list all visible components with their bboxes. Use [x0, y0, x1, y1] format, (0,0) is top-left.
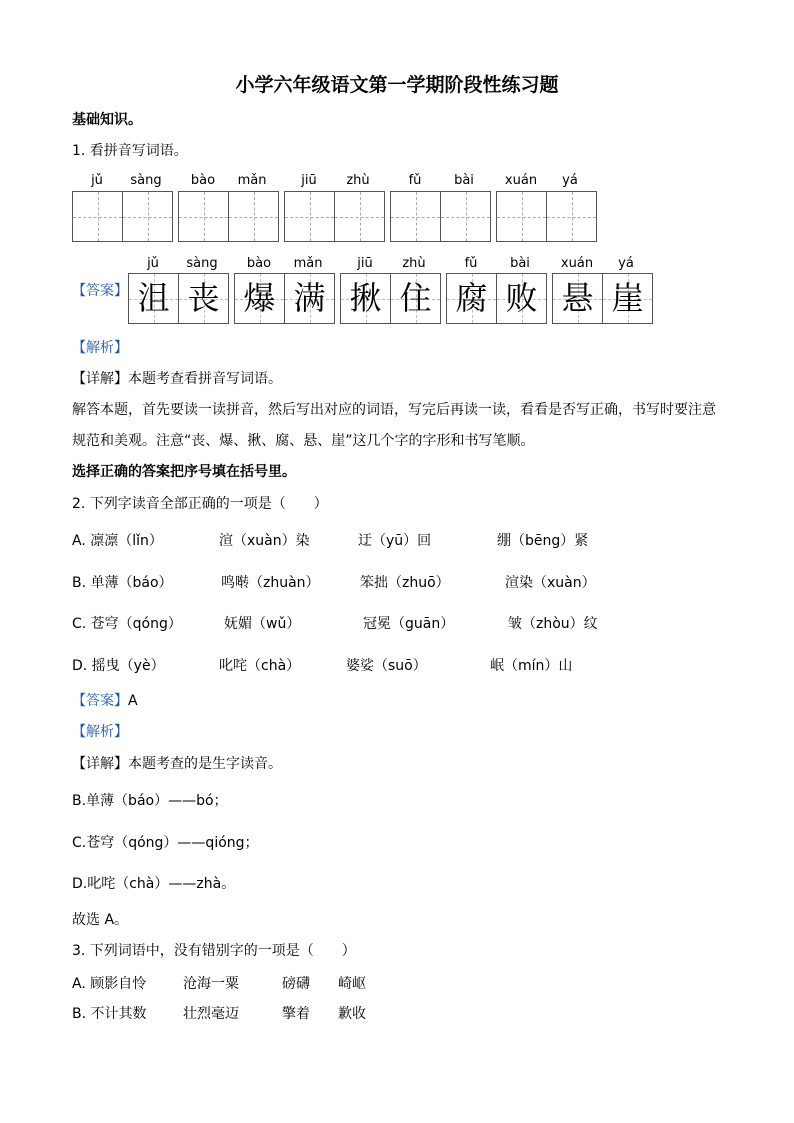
option-item: 渲（xuàn）染: [219, 533, 310, 549]
answer-grid: [340, 273, 441, 323]
option-item: 岷（mín）山: [490, 658, 573, 674]
correction-line: B.单薄（báo）——bó；: [72, 793, 228, 809]
option-item: 皱（zhòu）纹: [508, 616, 598, 632]
correction-line: C.苍穹（qóng）——qióng；: [72, 835, 259, 851]
page-title: 小学六年级语文第一学期阶段性练习题: [235, 74, 559, 96]
pinyin-label: fǔ: [464, 256, 478, 271]
option-item: 歉收: [338, 1006, 366, 1022]
writing-grid: [496, 191, 597, 241]
pinyin-label: xuán: [560, 256, 594, 271]
writing-grid: [390, 191, 491, 241]
section-heading-choice: 选择正确的答案把序号填在括号里。: [72, 464, 296, 480]
option-item: 沧海一粟: [183, 976, 239, 992]
pinyin-label: zhù: [346, 173, 370, 188]
option-item: B. 不计其数: [72, 1006, 147, 1022]
option-item: 鸣啭（zhuàn）: [221, 575, 320, 591]
pinyin-label: jǔ: [147, 256, 159, 271]
correction-line: D.叱咤（chà）——zhà。: [72, 876, 236, 892]
option-item: 笨拙（zhuō）: [360, 575, 450, 591]
detail-text: 【详解】本题考查的是生字读音。: [72, 756, 282, 772]
answer-grid: [234, 273, 335, 323]
writing-grid: [284, 191, 385, 241]
analysis-label: 【解析】: [72, 724, 128, 740]
pinyin-label: sàng: [130, 173, 162, 188]
grid-cell: [441, 191, 491, 242]
writing-grid: [178, 191, 279, 241]
pinyin-label: zhù: [402, 256, 426, 271]
option-item: C. 苍穹（qóng）: [72, 616, 182, 632]
pinyin-label: jiū: [301, 173, 317, 188]
pinyin-label: bào: [190, 173, 216, 188]
pinyin-label: bài: [510, 256, 530, 271]
option-item: 叱咤（chà）: [219, 658, 301, 674]
option-item: B. 单薄（báo）: [72, 575, 173, 591]
pinyin-label: fǔ: [408, 173, 422, 188]
pinyin-label: mǎn: [293, 256, 323, 271]
answer-grid: [128, 273, 229, 323]
pinyin-label: yá: [562, 173, 578, 188]
explanation-line: 规范和美观。注意“丧、爆、揪、腐、悬、崖”这几个字的字形和书写笔顺。: [72, 433, 535, 449]
option-item: D. 摇曳（yè）: [72, 658, 165, 674]
option-item: 冠冕（guān）: [363, 616, 455, 632]
question-1-stem: 1. 看拼音写词语。: [72, 143, 188, 159]
explanation-line: 解答本题，首先要读一读拼音，然后写出对应的词语，写完后再读一读，看看是否写正确，书写时要注意: [72, 402, 716, 418]
answer-char: 悬: [552, 273, 603, 324]
grid-cell: [390, 191, 441, 242]
answer-char: 腐: [446, 273, 497, 324]
pinyin-label: xuán: [504, 173, 538, 188]
question-3-stem: 3. 下列词语中，没有错别字的一项是（ ）: [72, 943, 356, 959]
pinyin-label: sàng: [186, 256, 218, 271]
answer-char: 住: [391, 273, 441, 324]
answer-char: 揪: [340, 273, 391, 324]
answer-char: 丧: [179, 273, 229, 324]
pinyin-label: jǔ: [91, 173, 103, 188]
grid-cell: [229, 191, 279, 242]
option-item: A. 顾影自怜: [72, 976, 147, 992]
answer-char: 满: [285, 273, 335, 324]
option-item: 壮烈毫迈: [183, 1006, 239, 1022]
option-item: 擎着: [282, 1006, 310, 1022]
answer-char: 崖: [603, 273, 653, 324]
answer-char: 爆: [234, 273, 285, 324]
pinyin-label: mǎn: [237, 173, 267, 188]
answer-grid: [446, 273, 547, 323]
grid-cell: [178, 191, 229, 242]
analysis-label: 【解析】: [72, 340, 128, 356]
option-item: 渲染（xuàn）: [505, 575, 596, 591]
answer-line: [72, 691, 138, 711]
answer-label: 【答案】: [72, 283, 128, 299]
grid-cell: [496, 191, 547, 242]
option-item: 崎岖: [338, 976, 366, 992]
option-item: 妩媚（wǔ）: [224, 616, 301, 632]
question-2-stem: 2. 下列字读音全部正确的一项是（ ）: [72, 496, 328, 512]
answer-char: 败: [497, 273, 547, 324]
detail-text: 【详解】本题考查看拼音写词语。: [72, 371, 282, 387]
pinyin-label: yá: [618, 256, 634, 271]
option-item: 绷（bēng）紧: [497, 533, 589, 549]
grid-cell: [284, 191, 335, 242]
answer-char: 沮: [128, 273, 179, 324]
option-item: 迂（yū）回: [358, 533, 432, 549]
grid-cell: [547, 191, 597, 242]
writing-grid: [72, 191, 173, 241]
grid-cell: [335, 191, 385, 242]
pinyin-label: bài: [454, 173, 474, 188]
pinyin-label: jiū: [357, 256, 373, 271]
option-item: A. 凛凛（lǐn）: [72, 533, 163, 549]
answer-grid: [552, 273, 653, 323]
option-item: 磅礴: [282, 976, 310, 992]
answer-value: A: [128, 693, 138, 709]
option-item: 婆娑（suō）: [346, 658, 427, 674]
pinyin-label: bào: [246, 256, 272, 271]
conclusion-text: 故选 A。: [72, 912, 129, 928]
grid-cell: [72, 191, 123, 242]
grid-cell: [123, 191, 173, 242]
answer-label: 【答案】: [72, 693, 128, 709]
section-heading-basics: 基础知识。: [72, 112, 142, 128]
